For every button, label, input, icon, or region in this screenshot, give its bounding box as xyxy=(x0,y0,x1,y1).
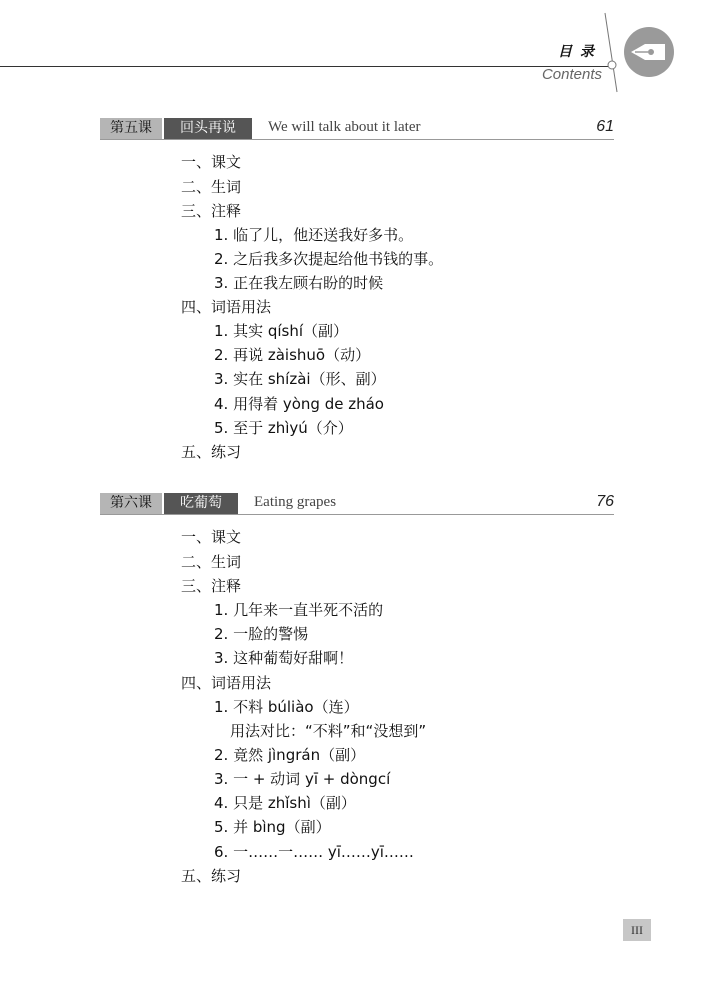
lesson-5-item: 四、词语用法 xyxy=(181,298,272,316)
lesson-6-header xyxy=(100,493,614,515)
lesson-5-rule xyxy=(100,139,614,140)
lesson-6-item: 5. 并 bìng（副） xyxy=(214,818,331,836)
lesson-6-item: 五、练习 xyxy=(181,867,242,885)
lesson-6-title-cn: 吃葡萄 xyxy=(164,493,238,514)
lesson-5-number: 第五课 xyxy=(100,118,162,139)
lesson-5-item: 五、练习 xyxy=(181,443,242,461)
lesson-5-item: 3. 正在我左顾右盼的时候 xyxy=(214,274,384,292)
header-title-cn: 目录 xyxy=(558,44,602,60)
lesson-6-item: 三、注释 xyxy=(181,577,242,595)
lesson-6-number: 第六课 xyxy=(100,493,162,514)
lesson-6-item: 1. 不料 búliào（连） xyxy=(214,698,359,716)
lesson-6-item: 6. 一……一…… yī……yī…… xyxy=(214,843,414,861)
lesson-5-title-cn: 回头再说 xyxy=(164,118,252,139)
lesson-6-page: 76 xyxy=(596,493,614,510)
lesson-5-item: 4. 用得着 yòng de zháo xyxy=(214,395,384,413)
lesson-6-item: 2. 一脸的警惕 xyxy=(214,625,309,643)
lesson-6-item: 用法对比：“不料”和“没想到” xyxy=(230,722,427,740)
lesson-5-item: 一、课文 xyxy=(181,153,242,171)
lesson-5-header xyxy=(100,118,614,140)
lesson-6-item: 二、生词 xyxy=(181,553,242,571)
lesson-6-item: 2. 竟然 jìngrán（副） xyxy=(214,746,366,764)
lesson-5-item: 2. 之后我多次提起给他书钱的事。 xyxy=(214,250,444,268)
lesson-5-page: 61 xyxy=(596,118,614,135)
pen-nib-emblem-icon xyxy=(595,8,685,98)
lesson-6-item: 3. 一 + 动词 yī + dòngcí xyxy=(214,770,391,788)
lesson-5-item: 三、注释 xyxy=(181,202,242,220)
lesson-6-item: 4. 只是 zhǐshì（副） xyxy=(214,794,356,812)
lesson-6-item: 四、词语用法 xyxy=(181,674,272,692)
lesson-6-item: 1. 几年来一直半死不活的 xyxy=(214,601,384,619)
lesson-6-item: 一、课文 xyxy=(181,528,242,546)
lesson-5-item: 3. 实在 shízài（形、副） xyxy=(214,370,386,388)
lesson-6-title-en: Eating grapes xyxy=(254,494,337,510)
lesson-6-rule xyxy=(100,514,614,515)
lesson-5-item: 二、生词 xyxy=(181,178,242,196)
header-title-en: Contents xyxy=(541,66,602,83)
lesson-5-item: 1. 临了儿，他还送我好多书。 xyxy=(214,226,414,244)
page-number: III xyxy=(623,919,651,941)
lesson-6-item: 3. 这种葡萄好甜啊！ xyxy=(214,649,354,667)
header-rule xyxy=(0,66,612,67)
lesson-5-item: 1. 其实 qíshí（副） xyxy=(214,322,349,340)
lesson-5-item: 5. 至于 zhìyú（介） xyxy=(214,419,353,437)
lesson-5-title-en: We will talk about it later xyxy=(268,119,421,135)
lesson-5-item: 2. 再说 zàishuō（动） xyxy=(214,346,371,364)
